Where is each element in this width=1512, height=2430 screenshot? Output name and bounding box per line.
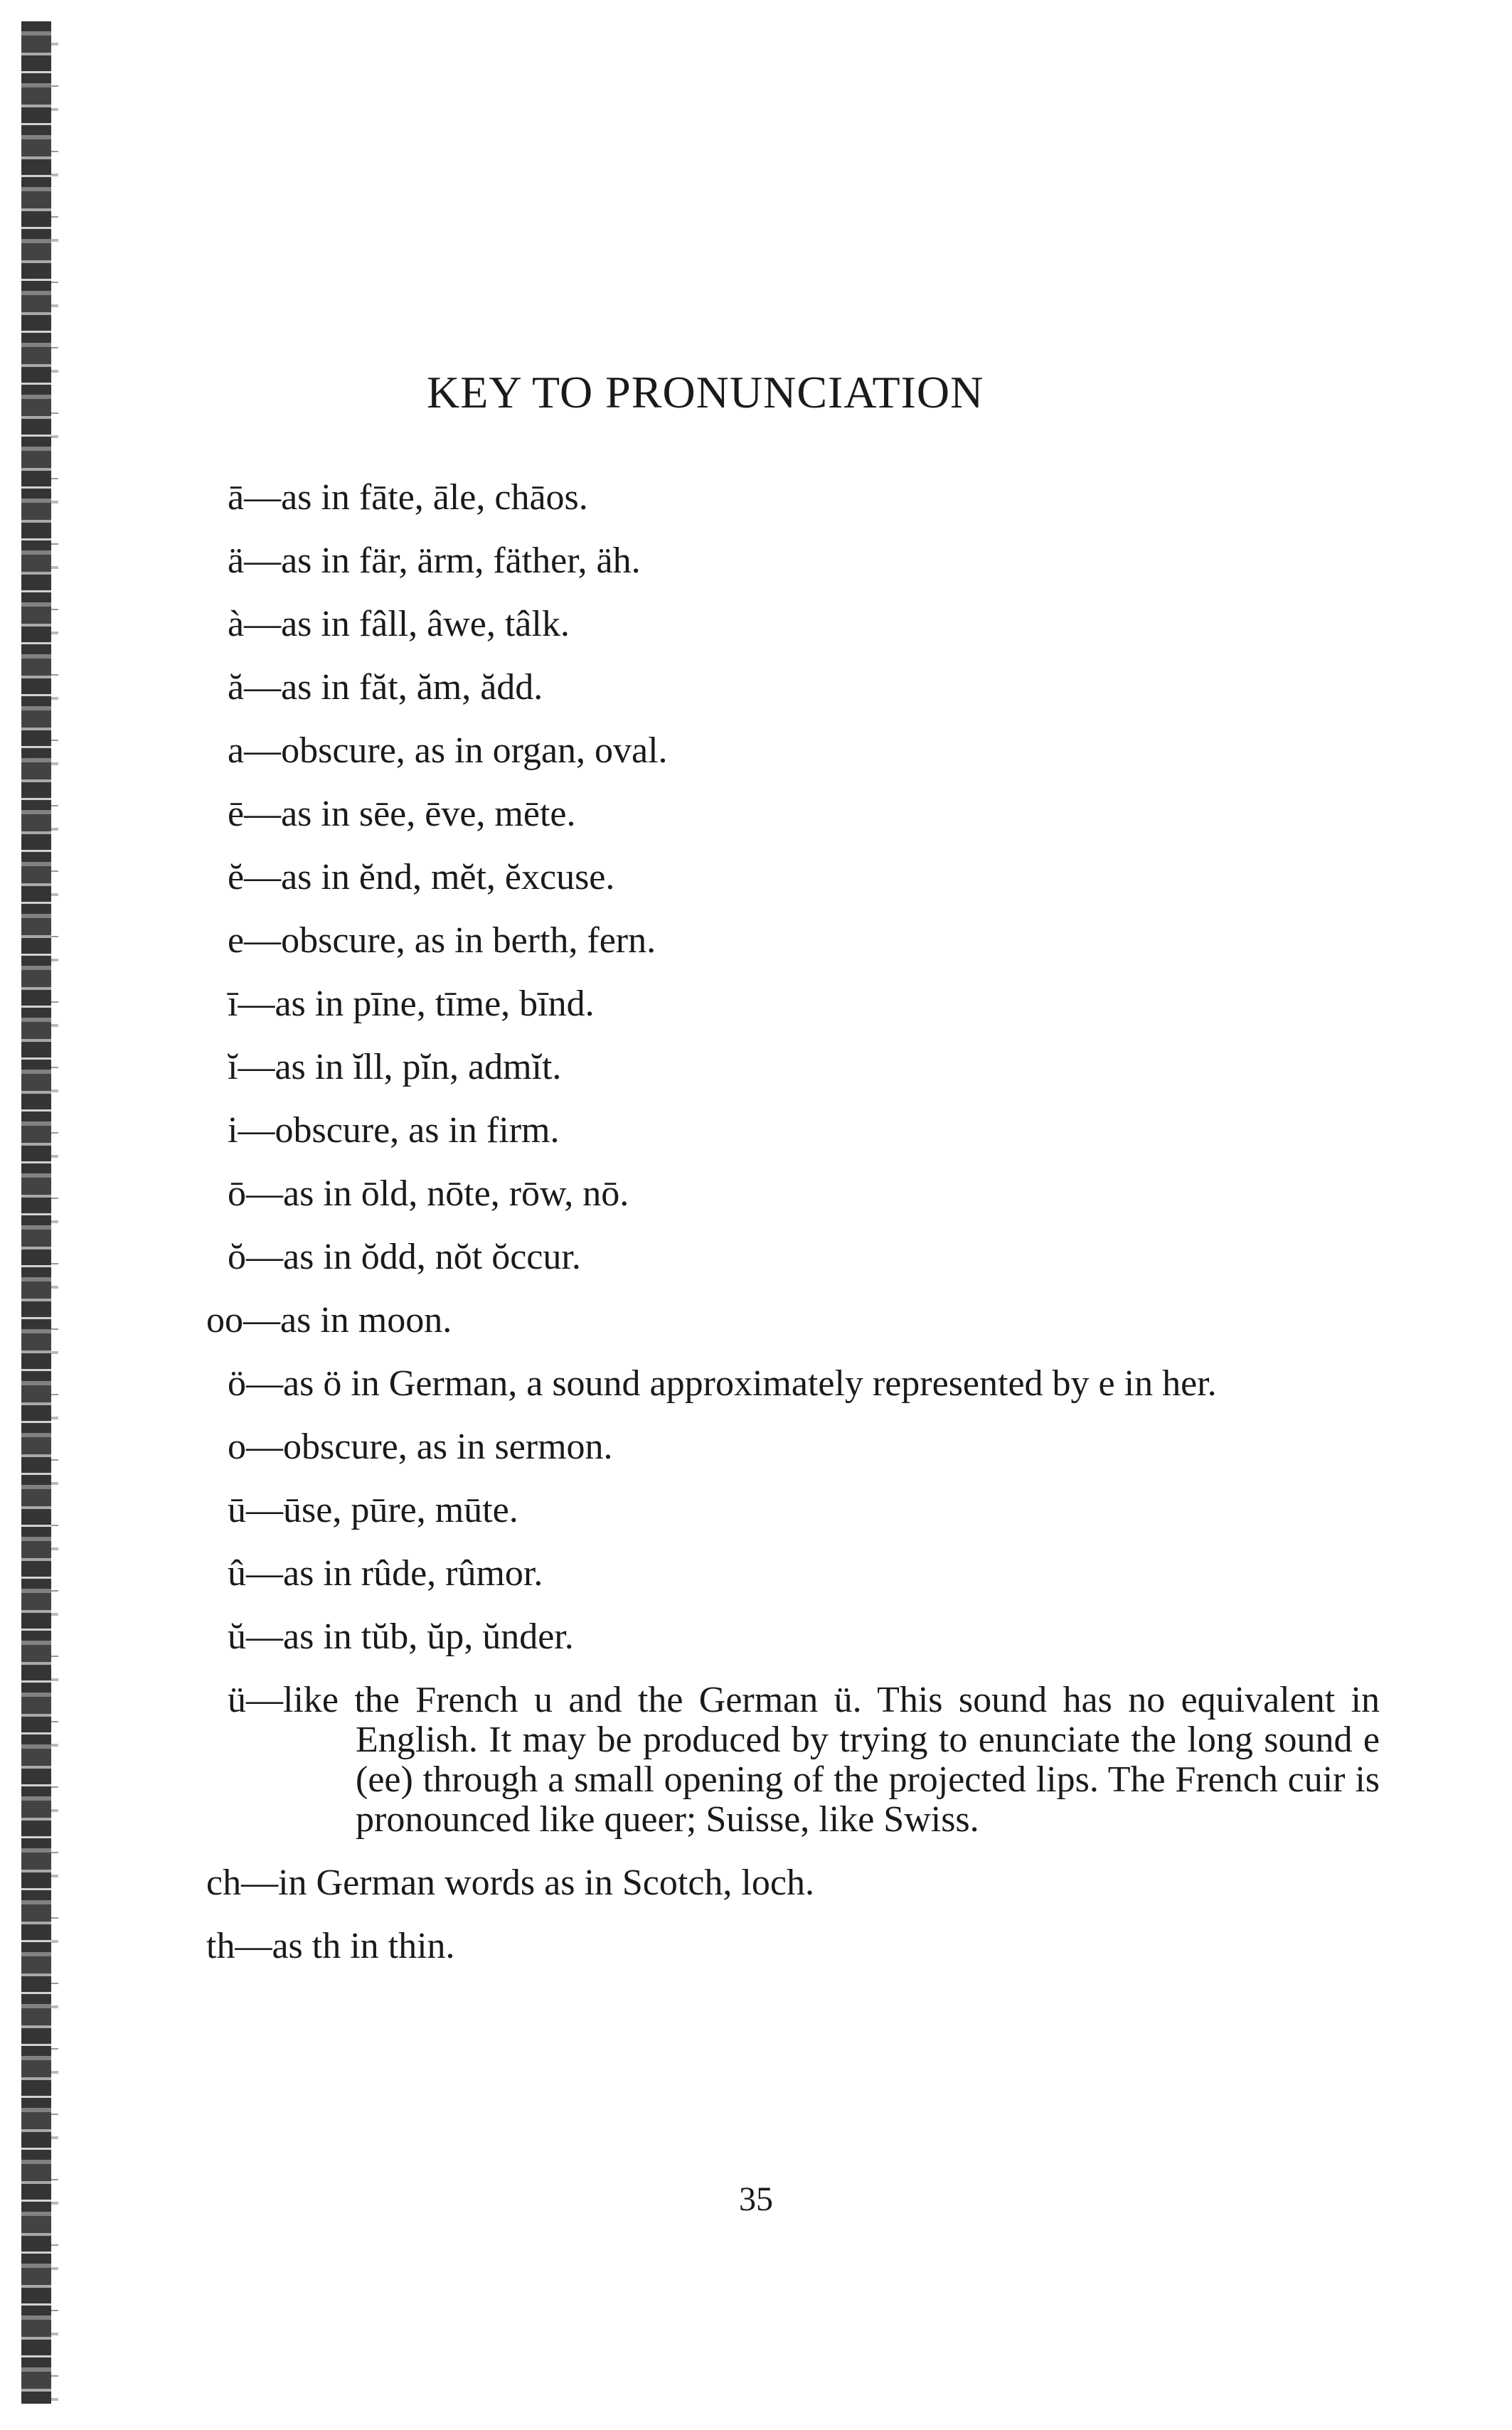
pronunciation-entry <box>228 1111 1380 1151</box>
entry-description: —as in făt, ăm, ădd. <box>244 667 543 708</box>
entry-symbol: ü <box>228 1680 246 1720</box>
entry-description: —as in rûde, rûmor. <box>246 1553 543 1594</box>
entry-symbol: e <box>228 920 245 961</box>
pronunciation-entry <box>228 541 1380 581</box>
entry-symbol: ä <box>228 540 245 581</box>
pronunciation-entry <box>228 1048 1380 1087</box>
entry-description: —obscure, as in berth, fern. <box>244 920 656 961</box>
pronunciation-entry <box>228 1364 1380 1404</box>
pronunciation-entry <box>228 1427 1380 1467</box>
pronunciation-entry <box>228 794 1380 834</box>
entry-symbol: ī <box>228 984 238 1024</box>
entry-description: —as in fâll, âwe, tâlk. <box>244 604 570 644</box>
entry-description: —as in pīne, tīme, bīnd. <box>238 984 595 1024</box>
page-number: 35 <box>739 2180 773 2218</box>
pronunciation-entry <box>228 984 1380 1024</box>
entry-symbol: o <box>228 1427 246 1467</box>
binding-shadow <box>51 21 58 2404</box>
entry-symbol: ŏ <box>228 1237 246 1277</box>
pronunciation-entry <box>228 1617 1380 1657</box>
entry-symbol: ö <box>228 1363 246 1404</box>
entry-symbol: ē <box>228 794 245 834</box>
pronunciation-entry <box>228 668 1380 708</box>
pronunciation-entry <box>228 921 1380 961</box>
entry-description: —obscure, as in organ, oval. <box>244 730 668 771</box>
entry-symbol: ō <box>228 1173 246 1214</box>
entry-description: —as in sēe, ēve, mēte. <box>244 794 576 834</box>
entry-description: —ūse, pūre, mūte. <box>246 1490 518 1530</box>
entry-description: —as in fāte, āle, chāos. <box>244 477 588 518</box>
pronunciation-entry <box>228 1491 1380 1530</box>
entry-description: —as in moon. <box>243 1300 452 1341</box>
pronunciation-entry <box>206 1927 1380 1966</box>
entry-description: —as in ŏdd, nŏt ŏccur. <box>246 1237 581 1277</box>
entry-description: —obscure, as in firm. <box>238 1110 560 1151</box>
entry-symbol: û <box>228 1553 246 1594</box>
entry-symbol: i <box>228 1110 238 1151</box>
pronunciation-entry <box>228 1680 1380 1840</box>
pronunciation-entry <box>228 731 1380 771</box>
pronunciation-entry <box>206 1301 1380 1341</box>
pronunciation-entry <box>206 1863 1380 1903</box>
page-title: KEY TO PRONUNCIATION <box>427 367 984 417</box>
pronunciation-entry <box>228 1174 1380 1214</box>
book-binding-edge <box>21 21 51 2404</box>
entry-symbol: ă <box>228 667 245 708</box>
pronunciation-entry <box>228 858 1380 897</box>
entry-description: —as in ĭll, pĭn, admĭt. <box>238 1047 562 1087</box>
pronunciation-key-list <box>206 477 1380 1990</box>
entry-symbol: a <box>228 730 245 771</box>
entry-symbol: oo <box>206 1300 243 1341</box>
entry-symbol: th <box>206 1926 235 1966</box>
pronunciation-entry <box>228 604 1380 644</box>
pronunciation-entry <box>228 1237 1380 1277</box>
entry-description: —as in ōld, nōte, rōw, nō. <box>246 1173 629 1214</box>
entry-description: —as th in thin. <box>235 1926 455 1966</box>
entry-description: —like the French u and the German ü. This sound has no equivalent in English. It may be produced by trying to enunciate the long sound e (ee) through a small opening of the projected lips. The French cuir is pronounced like queer; Suisse, like Swiss. <box>246 1680 1380 1840</box>
pronunciation-entry <box>228 1554 1380 1594</box>
entry-symbol: à <box>228 604 245 644</box>
entry-symbol: ū <box>228 1490 246 1530</box>
entry-symbol: ch <box>206 1863 242 1903</box>
entry-description: —as ö in German, a sound approximately represented by e in her. <box>246 1363 1217 1404</box>
entry-symbol: ŭ <box>228 1616 246 1657</box>
entry-description: —obscure, as in sermon. <box>246 1427 613 1467</box>
entry-description: —as in tŭb, ŭp, ŭnder. <box>246 1616 574 1657</box>
entry-description: —in German words as in Scotch, loch. <box>241 1863 814 1903</box>
pronunciation-entry <box>228 478 1380 518</box>
entry-description: —as in fär, ärm, fäther, äh. <box>244 540 641 581</box>
entry-symbol: ĭ <box>228 1047 238 1087</box>
entry-symbol: ā <box>228 477 245 518</box>
entry-description: —as in ĕnd, mĕt, ĕxcuse. <box>244 857 615 897</box>
entry-symbol: ĕ <box>228 857 245 897</box>
